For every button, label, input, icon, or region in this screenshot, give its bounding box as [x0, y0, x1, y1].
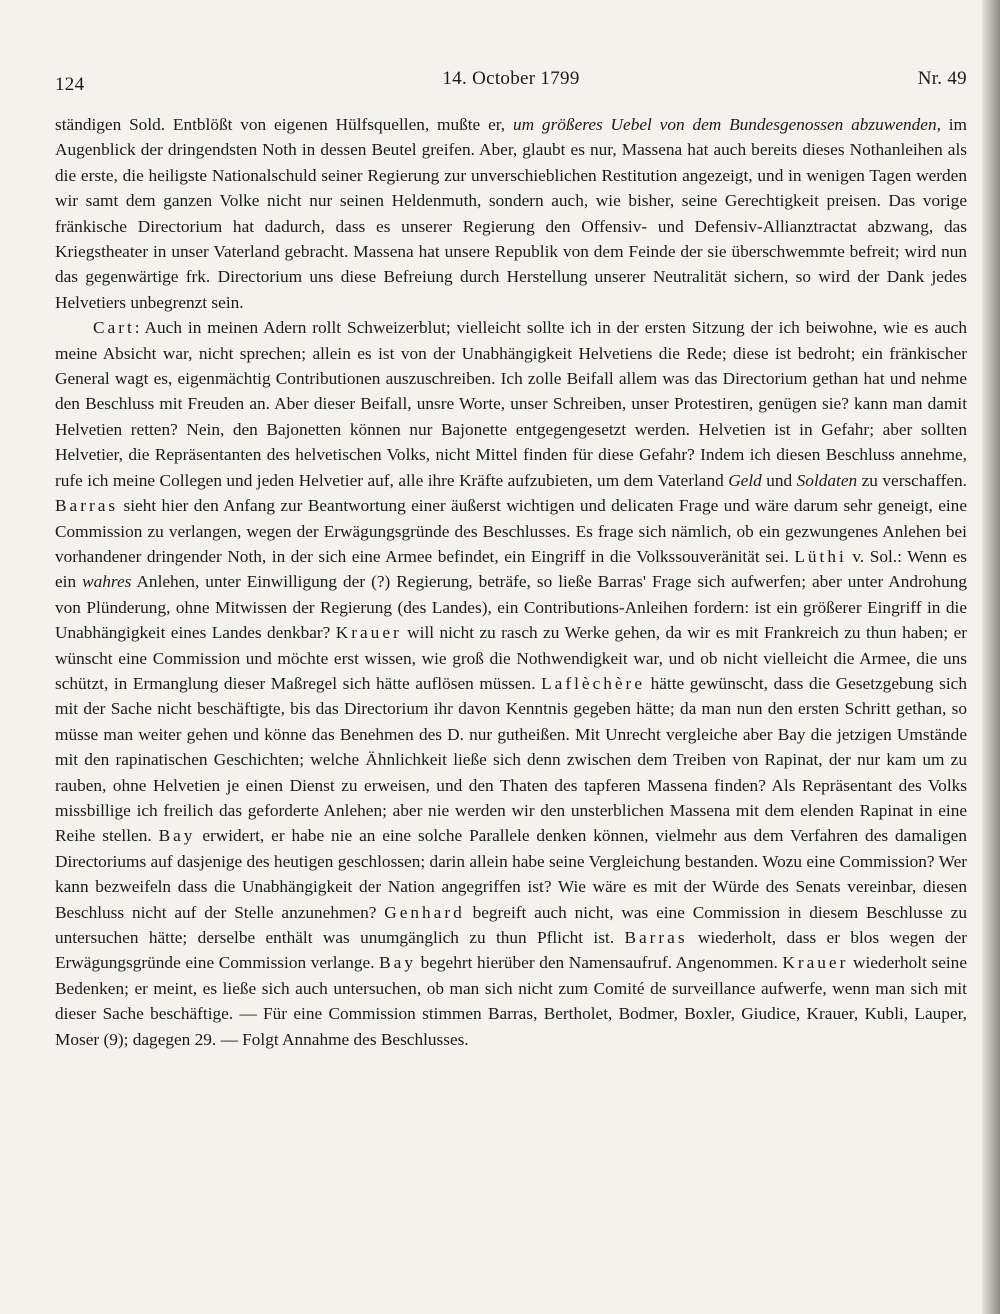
speaker-name: Cart [93, 318, 135, 338]
speaker-name: Krauer [335, 623, 402, 643]
speaker-name: Barras [624, 928, 688, 947]
text-run: und [761, 470, 797, 490]
paragraph [55, 112, 967, 315]
page-header [55, 68, 967, 102]
text-run: erwidert, er habe nie an eine solche Parallele denken können, vielmehr aus dem Verfahren des damaligen Directoriums auf dasjenige des heutigen geschlossen; darin allein habe seine Vergleichung bestanden. Wozu eine Commission? Wer kann bezweifeln dass die Unabhängigkeit der Nation angegriffen ist? Wie wäre es mit der Würde des Senats vereinbar, diesen Beschluss nicht auf der Stelle anzunehmen? [55, 826, 967, 922]
text-run: zu verschaffen. [857, 470, 967, 490]
speaker-name: Bay [379, 953, 416, 973]
speaker-name: Genhard [384, 902, 465, 922]
text-run: sieht hier den Anfang zur Beantwortung einer äußerst wichtigen und delicaten Frage und wäre darum sehr geneigt, eine Commission zu verlangen, wegen der Erwägungsgründe des Beschlusses. Es frage sich nämlich, ob ein gezwungenes Anlehen bei vorhandener dringender Noth, in der sich eine Armee befindet, ein Eingriff in die Volkssouveränität sei. [55, 496, 967, 566]
text-run: wiederholt, dass er blos wegen der Erwägungsgründe eine Commission verlange. [55, 928, 967, 973]
text-run: will nicht zu rasch zu Werke gehen, da wir es mit Frankreich zu thun haben; er wünscht eine Commission und möchte erst wissen, wie groß die Nothwendigkeit war, und ob nicht vielleicht die Armee, die uns schützt, in Ermanglung dieser Maßregel sich hätte auflösen müssen. [55, 623, 967, 693]
speaker-name: Bay [158, 826, 196, 846]
emphasized-text: wahres [82, 572, 132, 592]
text-run: v. Sol.: Wenn es ein [55, 546, 967, 592]
text-run: : Auch in meinen Adern rollt Schweizerblut; vielleicht sollte ich in der ersten Sitzung der ich beiwohne, wie es auch meine Absicht war, nicht sprechen; allein es ist von der Unabhängigkeit Helvetiens die Rede; diese ist bedroht; ein fränkischer General wagt es, eigenmächtig Contributionen auszuschreiben. Ich zolle Beifall allem was das Directorium gethan hat und nehme den Beschluss mit Freuden an. Aber dieser Beifall, unsre Worte, unser Schreiben, unser Protestiren, genügen sie? kann man damit Helvetien retten? Nein, den Bajonetten können nur Bajonette entgegengesetzt werden. Helvetien ist in Gefahr; aber sollten Helvetier, die Repräsentanten des helvetischen Volks, nicht Mittel finden für diese Gefahr? Indem ich diesen Beschluss annehme, rufe ich meine Collegen und jeden Helvetier auf, alle ihre Kräfte aufzubieten, um dem Vaterland [55, 318, 967, 490]
text-run: begreift auch nicht, was eine Commission in diesem Beschlusse zu untersuchen hätte; derselbe enthält was unumgänglich zu thun Pflicht ist. [55, 902, 967, 947]
document-number: Nr. 49 [917, 68, 967, 89]
paragraph [55, 315, 967, 1052]
text-run: wiederholt seine Bedenken; er meint, es ließe sich auch untersuchen, ob man sich nicht zum Comité de surveillance aufwerfe, wenn man sich mit dieser Sache beschäftige. — Für eine Commission stimmen Barras, Bertholet, Bodmer, Boxler, Giudice, Krauer, Kubli, Lauper, Moser (9); dagegen 29. — Folgt Annahme des Beschlusses. [55, 953, 967, 1049]
header-date: 14. October 1799 [442, 68, 580, 89]
page-edge-shadow [982, 0, 1000, 1314]
text-run: begehrt hierüber den Namensaufruf. Angenommen. [415, 953, 783, 973]
emphasized-text: Soldaten [796, 470, 858, 490]
emphasized-text: Geld [728, 470, 762, 490]
body-text [55, 112, 967, 1052]
text-run: , im Augenblick der dringendsten Noth in dessen Beutel greifen. Aber, glaubt es nur, Massena hat auch bereits dieses Nothanleihen als die erste, die heiligste Nationalschuld seiner Regierung zur unverschieblichen Restitution angezeigt, und in wenigen Tagen werden wir samt dem ganzen Volke nicht nur seinen Heldenmuth, sondern auch, wie bisher, seine Gerechtigkeit preisen. Das vorige fränkische Directorium hat dadurch, dass es unserer Regierung den Offensiv- und Defensiv-Allianztractat abzwang, das Kriegstheater in unser Vaterland gebracht. Massena hat unsere Republik von dem Feinde der sie überschwemmte befreit; wird nun das gegenwärtige frk. Directorium uns diese Befreiung durch Herstellung unserer Neutralität sichern, so wird der Dank jedes Helvetiers unbegrenzt sein. [55, 115, 967, 312]
speaker-name: Laflèchère [541, 673, 645, 693]
speaker-name: Barras [55, 496, 119, 516]
text-run: ständigen Sold. Entblößt von eigenen Hülfsquellen, mußte er, [55, 115, 513, 134]
text-run: Anlehen, unter Einwilligung der (?) Regierung, beträfe, so ließe Barras' Frage sich aufwerfen; aber unter Androhung von Plünderung, ohne Mitwissen der Regierung (des Landes), ein Contributions-Anleihen fordern: ist ein größerer Eingriff in die Unabhängigkeit eines Landes denkbar? [55, 572, 967, 643]
text-run: hätte gewünscht, dass die Gesetzgebung sich mit der Sache nicht beschäftigte, bis das Directorium ihr davon Kenntnis gegeben hätte; da man nun den ersten Schritt gethan, so müsse man weiter gehen und könne das Benehmen des D. nur gutheißen. Mit Unrecht vergleiche aber Bay die jetzigen Umstände mit den rapinatischen Geschichten; welche Ähnlichkeit ließe sich denn zwischen dem Treiben von Rapinat, der nur kam um zu rauben, ohne Helvetien je einen Dienst zu erweisen, und den Thaten des tapferen Massena finden? Als Repräsentant des Volks missbillige ich freilich das geforderte Anlehen; aber nie werden wir den unsterblichen Massena mit dem elenden Rapinat in eine Reihe stellen. [55, 673, 967, 846]
speaker-name: Lüthi [794, 546, 847, 566]
emphasized-text: um größeres Uebel von dem Bundesgenossen abzuwenden [512, 115, 937, 134]
speaker-name: Krauer [782, 953, 849, 973]
page-number: 124 [55, 74, 85, 95]
